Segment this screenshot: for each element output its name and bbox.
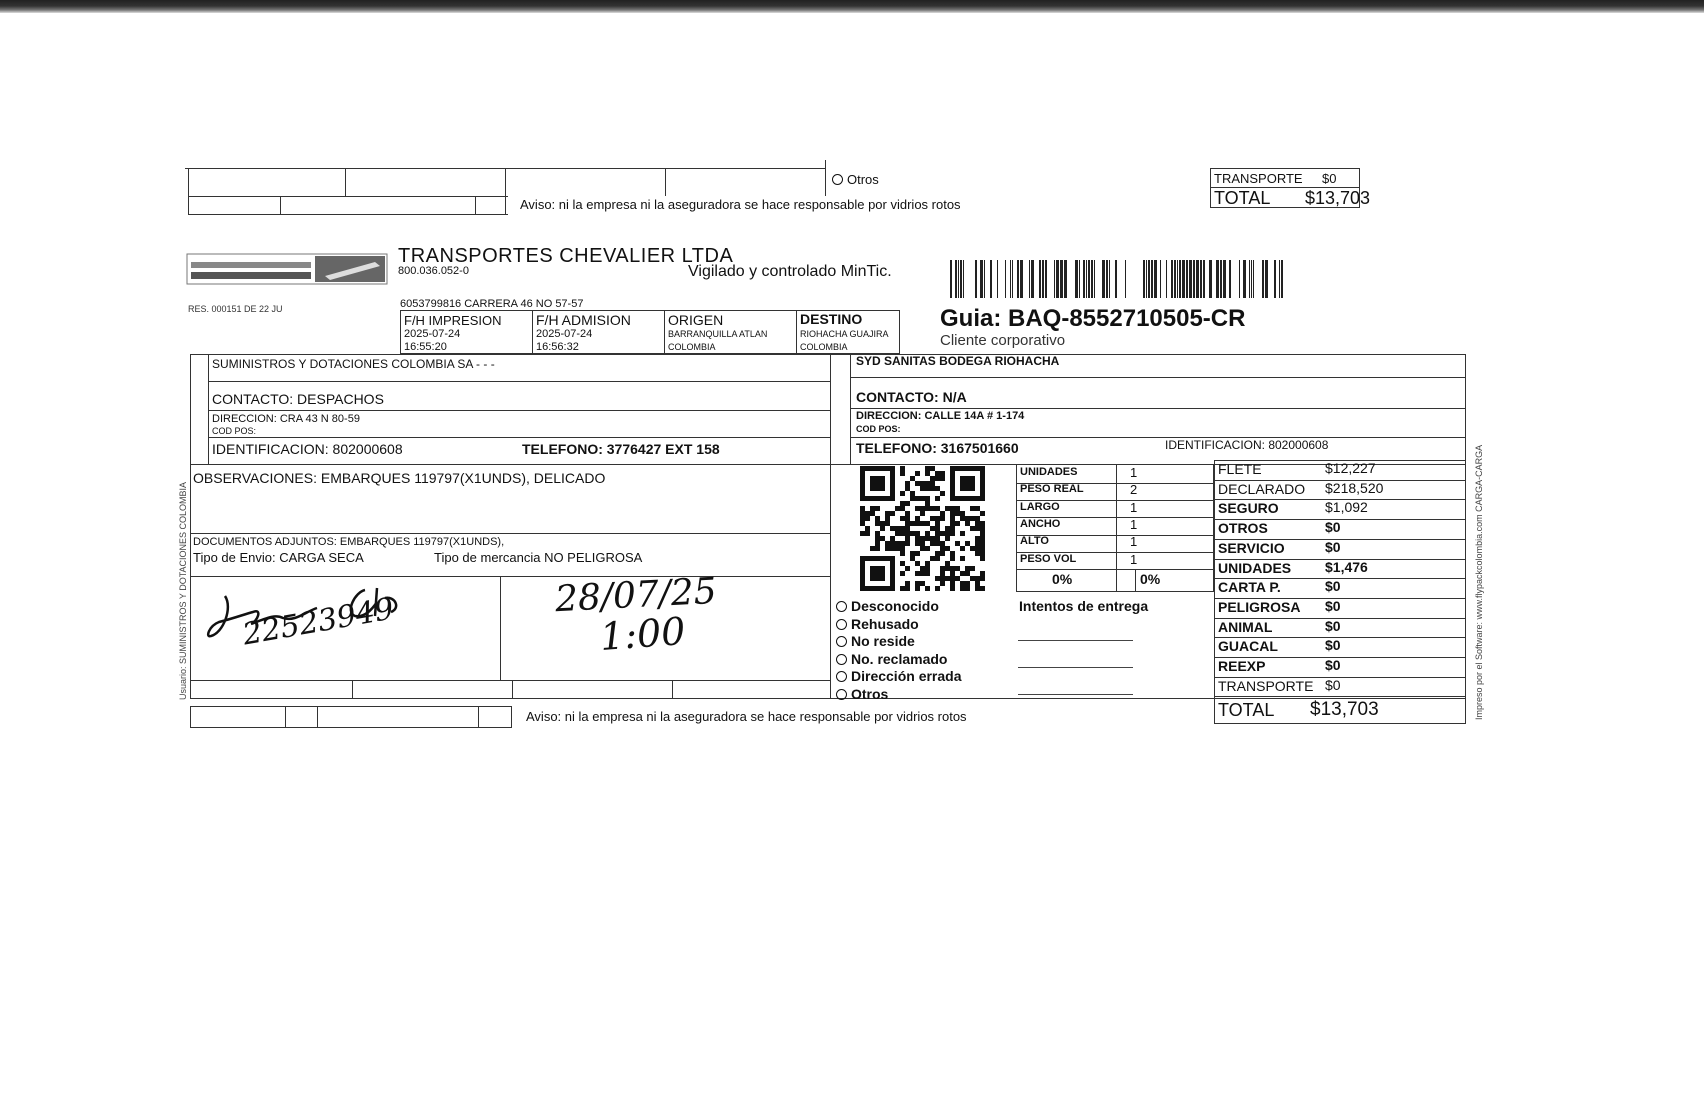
admision-label: F/H ADMISION <box>536 312 631 328</box>
sender-codpos: COD POS: <box>212 426 257 436</box>
cost-value: $0 <box>1325 617 1341 634</box>
cost-label: CARTA P. <box>1218 579 1281 596</box>
total-label: TOTAL <box>1218 700 1275 720</box>
package-value: 1 <box>1130 534 1138 550</box>
cost-label: GUACAL <box>1218 638 1278 655</box>
origen-label: ORIGEN <box>668 312 724 328</box>
recipient-address: DIRECCION: CALLE 14A # 1-174 <box>856 410 1025 422</box>
percent-left: 0% <box>1052 571 1073 587</box>
origen-city: BARRANQUILLA ATLAN <box>668 329 768 339</box>
prev-aviso: Aviso: ni la empresa ni la aseguradora se hace responsable por vidrios rotos <box>520 197 961 212</box>
cost-label: SERVICIO <box>1218 539 1285 556</box>
delivery-option: Dirección errada <box>836 668 962 684</box>
company-logo <box>185 252 395 288</box>
cost-label: TRANSPORTE <box>1218 677 1314 694</box>
radio-icon <box>836 654 847 665</box>
radio-icon <box>836 619 847 630</box>
recipient-id: IDENTIFICACION: 802000608 <box>1165 438 1329 452</box>
radio-icon <box>832 174 843 185</box>
cost-label: FLETE <box>1218 461 1262 477</box>
delivery-option: No. reclamado <box>836 651 947 667</box>
package-value: 1 <box>1130 551 1138 567</box>
delivery-option: No reside <box>836 633 915 649</box>
intentos-label: Intentos de entrega <box>1019 598 1149 614</box>
delivery-option: Otros <box>836 686 888 702</box>
prev-transporte-value: $0 <box>1322 171 1337 186</box>
cost-label: ANIMAL <box>1218 618 1273 635</box>
package-row-line <box>1016 569 1214 570</box>
percent-right: 0% <box>1140 571 1161 587</box>
company-address: 6053799816 CARRERA 46 NO 57-57 <box>400 298 584 310</box>
recipient-phone: TELEFONO: 3167501660 <box>856 440 1019 456</box>
impresion-date: 2025-07-24 <box>404 328 461 340</box>
cost-label: REEXP <box>1218 658 1266 674</box>
admision-time: 16:56:32 <box>536 341 579 353</box>
sender-contact: CONTACTO: DESPACHOS <box>212 391 384 407</box>
signature-number: 22523949 <box>240 591 397 653</box>
company-name: TRANSPORTES CHEVALIER LTDA <box>398 245 734 267</box>
cost-label: UNIDADES <box>1218 559 1292 576</box>
package-value: 1 <box>1130 499 1138 515</box>
package-label: ANCHO <box>1020 517 1061 530</box>
recipient-codpos: COD POS: <box>856 424 901 434</box>
radio-icon <box>836 689 847 700</box>
cost-value: $0 <box>1325 538 1341 555</box>
side-user-text: Usuario: SUMINISTROS Y DOTACIONES COLOMBIA <box>178 481 188 700</box>
delivery-option: Rehusado <box>836 616 919 632</box>
package-value: 1 <box>1130 516 1138 532</box>
package-label: UNIDADES <box>1020 466 1078 478</box>
cost-label: PELIGROSA <box>1218 598 1301 615</box>
radio-icon <box>836 636 847 647</box>
sender-phone: TELEFONO: 3776427 EXT 158 <box>522 441 720 457</box>
cost-label: SEGURO <box>1218 500 1279 517</box>
side-software-text: Impreso por el Software: www.flypackcolombia.com CARGA-CARGA <box>1474 444 1484 720</box>
prev-transporte-label: TRANSPORTE <box>1214 171 1303 186</box>
radio-icon <box>836 671 847 682</box>
barcode-icon <box>950 260 1290 300</box>
cost-value: $1,092 <box>1325 499 1368 516</box>
cost-value: $0 <box>1325 637 1341 654</box>
destino-country: COLOMBIA <box>800 342 848 352</box>
sender-address: DIRECCION: CRA 43 N 80-59 <box>212 413 360 425</box>
package-label: LARGO <box>1020 500 1060 513</box>
guia-number: Guia: BAQ-8552710505-CR <box>940 305 1246 332</box>
impresion-label: F/H IMPRESION <box>404 313 502 328</box>
observaciones-text: OBSERVACIONES: EMBARQUES 119797(X1UNDS), DELICADO <box>193 470 606 486</box>
cost-value: $1,476 <box>1325 558 1368 575</box>
cost-label: OTROS <box>1218 520 1268 537</box>
scan-top-edge <box>0 0 1704 13</box>
cost-value: $0 <box>1325 676 1341 693</box>
package-label: PESO VOL <box>1020 552 1077 565</box>
company-nit: 800.036.052-0 <box>398 265 469 277</box>
prev-total-value: $13,703 <box>1305 188 1371 208</box>
tipo-mercancia: Tipo de mercancia NO PELIGROSA <box>434 550 643 565</box>
cost-value: $0 <box>1325 597 1341 614</box>
radio-icon <box>836 601 847 612</box>
cliente-type: Cliente corporativo <box>940 332 1066 349</box>
handwritten-time: 1:00 <box>598 609 687 659</box>
cost-value: $12,227 <box>1325 460 1376 476</box>
package-value: 2 <box>1130 482 1138 498</box>
sender-id: IDENTIFICACION: 802000608 <box>212 441 403 457</box>
documentos-text: DOCUMENTOS ADJUNTOS: EMBARQUES 119797(X1UNDS), <box>193 536 505 548</box>
prev-total-label: TOTAL <box>1214 188 1271 208</box>
cost-value: $0 <box>1325 578 1341 595</box>
aviso-text: Aviso: ni la empresa ni la aseguradora se hace responsable por vidrios rotos <box>526 709 967 724</box>
qr-code-icon <box>860 466 986 592</box>
total-value: $13,703 <box>1310 699 1379 720</box>
vigilado-text: Vigilado y controlado MinTic. <box>688 263 892 280</box>
cost-value: $0 <box>1325 657 1341 673</box>
cost-label: DECLARADO <box>1218 480 1306 497</box>
origen-country: COLOMBIA <box>668 342 716 352</box>
recipient-name: SYD SANITAS BODEGA RIOHACHA <box>856 354 1060 368</box>
impresion-time: 16:55:20 <box>404 341 447 353</box>
sender-name: SUMINISTROS Y DOTACIONES COLOMBIA SA - - - <box>212 357 495 371</box>
cost-value: $218,520 <box>1325 479 1384 496</box>
cost-row-line <box>1214 696 1466 697</box>
cost-value: $0 <box>1325 519 1341 536</box>
package-label: ALTO <box>1020 535 1049 548</box>
delivery-option: Desconocido <box>836 598 939 614</box>
admision-date: 2025-07-24 <box>536 328 593 340</box>
destino-label: DESTINO <box>800 311 863 327</box>
tipo-envio: Tipo de Envio: CARGA SECA <box>193 550 364 565</box>
package-value: 1 <box>1130 465 1138 480</box>
prev-radio-otros: Otros <box>832 172 879 187</box>
package-label: PESO REAL <box>1020 483 1084 496</box>
handwritten-date: 28/07/25 <box>554 570 718 621</box>
destino-city: RIOHACHA GUAJIRA <box>800 329 889 339</box>
recipient-contact: CONTACTO: N/A <box>856 389 967 405</box>
res-number: RES. 000151 DE 22 JU <box>188 304 283 314</box>
